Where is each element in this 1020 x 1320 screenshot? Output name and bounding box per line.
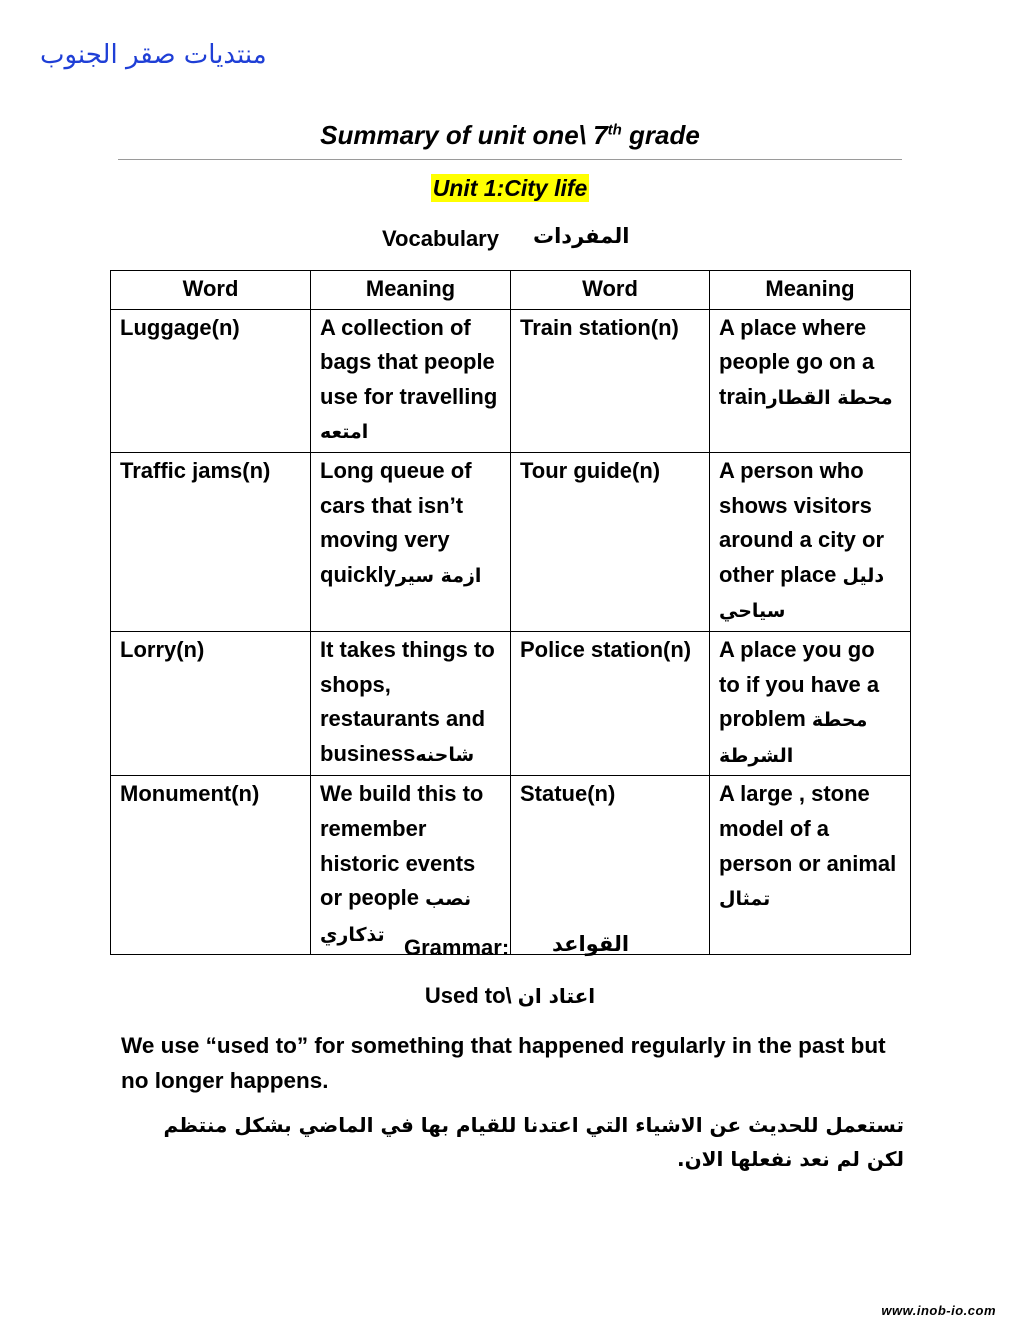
meaning-text: We build this to remember historic events or people bbox=[320, 781, 484, 911]
vocabulary-table bbox=[110, 270, 911, 955]
header-meaning: Meaning bbox=[311, 271, 511, 310]
header-meaning: Meaning bbox=[710, 271, 911, 310]
meaning-text: A large , stone model of a person or animal bbox=[719, 781, 897, 876]
word-cell: Train station(n) bbox=[511, 309, 710, 452]
meaning-cell bbox=[311, 452, 511, 631]
used-to-label: Used to\ bbox=[424, 983, 518, 1008]
meaning-arabic: تمثال bbox=[719, 888, 771, 911]
meaning-text: A place where people go on a train bbox=[719, 314, 875, 409]
table-row bbox=[111, 452, 911, 631]
meaning-cell bbox=[311, 776, 511, 955]
unit-heading-text: Unit 1:City life bbox=[432, 175, 588, 201]
word-cell: Tour guide(n) bbox=[511, 452, 710, 631]
grammar-rule-arabic: تستعمل للحديث عن الاشياء التي اعتدنا للقيام بها في الماضي بشكل منتظم لكن لم نعد نفعلها الان. bbox=[163, 1113, 904, 1171]
word-cell: Lorry(n) bbox=[111, 631, 311, 775]
meaning-arabic: محطة الشرطة bbox=[719, 709, 868, 767]
used-to-heading bbox=[0, 983, 1020, 1009]
word-cell: Police station(n) bbox=[511, 631, 710, 775]
meaning-arabic: نصب تذكاري bbox=[320, 888, 472, 946]
table-row bbox=[111, 309, 911, 452]
table-row bbox=[111, 776, 911, 955]
header-word: Word bbox=[511, 271, 710, 310]
meaning-text: Long queue of cars that isn’t moving very quickly bbox=[320, 457, 472, 587]
word-cell: Statue(n) bbox=[511, 776, 710, 955]
unit-heading bbox=[0, 175, 1020, 202]
meaning-cell bbox=[710, 631, 911, 775]
vocabulary-label-arabic: المفردات bbox=[533, 224, 630, 248]
grammar-label-arabic: القواعد bbox=[552, 932, 630, 956]
title-suffix: grade bbox=[621, 120, 700, 150]
table-header-row bbox=[111, 271, 911, 310]
meaning-cell bbox=[710, 776, 911, 955]
meaning-cell bbox=[710, 309, 911, 452]
meaning-cell bbox=[710, 452, 911, 631]
grammar-label: Grammar: bbox=[404, 935, 510, 960]
used-to-label-arabic: اعتاد ان bbox=[517, 984, 596, 1008]
meaning-text: It takes things to shops, restaurants and business bbox=[320, 636, 495, 766]
table-row bbox=[111, 631, 911, 775]
meaning-cell bbox=[311, 309, 511, 452]
website-footer: www.inob-io.com bbox=[881, 1303, 996, 1318]
meaning-arabic: دليل سياحي bbox=[719, 564, 885, 623]
meaning-arabic: ازمة سير bbox=[395, 564, 482, 587]
vocabulary-label: Vocabulary bbox=[382, 226, 499, 251]
page-title bbox=[0, 120, 1020, 151]
grammar-rule-english: We use “used to” for something that happened regularly in the past but no longer happens. bbox=[121, 1033, 886, 1093]
forum-watermark: منتديات صقر الجنوب bbox=[40, 40, 267, 70]
word-cell: Traffic jams(n) bbox=[111, 452, 311, 631]
title-superscript: th bbox=[607, 121, 622, 139]
title-underline bbox=[118, 159, 902, 160]
meaning-text: A collection of bags that people use for travelling bbox=[320, 314, 498, 409]
meaning-cell bbox=[311, 631, 511, 775]
meaning-arabic: محطة القطار bbox=[766, 386, 893, 409]
title-main: Summary of unit one\ 7 bbox=[320, 120, 608, 150]
meaning-arabic: شاحنه bbox=[415, 743, 475, 766]
meaning-text: A person who shows visitors around a city or other place bbox=[719, 457, 885, 587]
word-cell: Luggage(n) bbox=[111, 309, 311, 452]
meaning-text: A place you go to if you have a problem bbox=[719, 636, 880, 732]
word-cell: Monument(n) bbox=[111, 776, 311, 955]
header-word: Word bbox=[111, 271, 311, 310]
meaning-arabic: امتعه bbox=[320, 421, 369, 444]
